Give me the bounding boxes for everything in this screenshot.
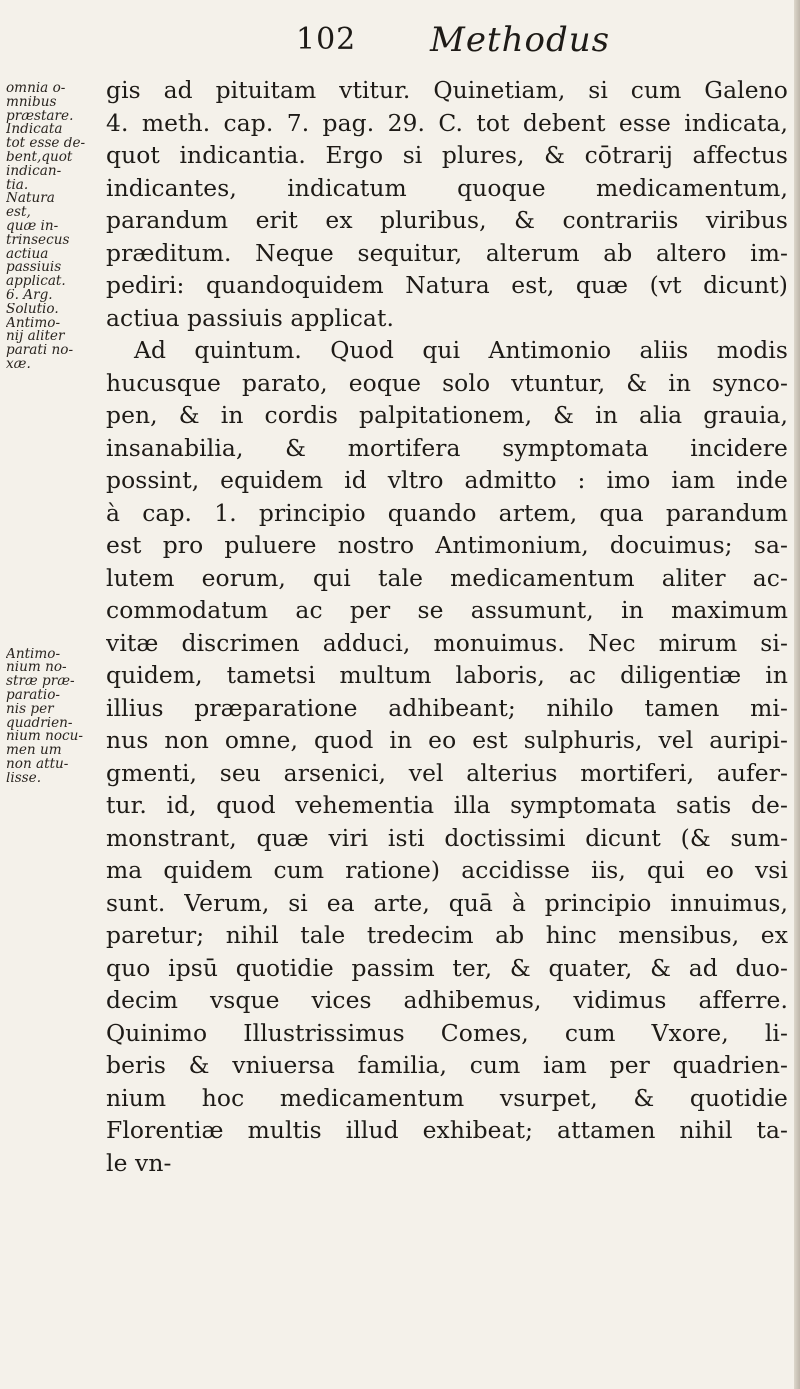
body-line: nium hoc medicamentum vsurpet, & quotidie [106, 1083, 788, 1112]
body-line: à cap. 1. principio quando artem, qua parandum [106, 498, 788, 527]
body-line: Ad quintum. Quod qui Antimonio aliis modis [134, 336, 788, 364]
body-line: decim vsque vices adhibemus, vidimus afferre. [106, 986, 788, 1014]
margin-note-line: Natura [6, 192, 55, 207]
margin-note-line [6, 510, 96, 524]
body-line: lutem eorum, qui tale medicamentum aliter ac- [106, 563, 788, 592]
body-line: pen, & in cordis palpitationem, & in alia grauia, [106, 401, 788, 429]
body-line: possint, equidem id vltro admitto : imo iam inde [106, 466, 788, 494]
margin-note-line [6, 386, 96, 400]
margin-note-line [6, 579, 96, 593]
body-line: illius præparatione adhibeant; nihilo tamen mi- [106, 693, 788, 722]
margin-note-line: trinsecus [6, 233, 70, 248]
body-line: Quinimo Illustrissimus Comes, cum Vxore, li- [106, 1018, 788, 1047]
margin-note-line: Antimo- [6, 647, 61, 662]
margin-note-line: stræ præ- [6, 675, 75, 690]
margin-note-line: men um [6, 744, 62, 759]
margin-note-line: indican- [6, 164, 62, 179]
body-line: gis ad pituitam vtitur. Quinetiam, si cum Galeno [106, 76, 788, 104]
body-line: monstrant, quæ viri isti doctissimi dicunt (& sum- [106, 823, 788, 852]
margin-note-line [6, 455, 96, 469]
body-line: indicantes, indicatum quoque medicamentum, [106, 173, 788, 202]
margin-note-line [6, 468, 96, 482]
body-line: quo ipsū quotidie passim ter, & quater, & ad duo- [106, 953, 788, 982]
body-line: pediri: quandoquidem Natura est, quæ (vt dicunt) [106, 271, 788, 299]
body-text [106, 74, 788, 1179]
body-line: insanabilia, & mortifera symptomata incidere [106, 433, 788, 462]
margin-note-line: actiua [6, 247, 49, 262]
body-line: ma quidem cum ratione) accidisse iis, qui eo vsi [106, 856, 788, 884]
body-line: 4. meth. cap. 7. pag. 29. C. tot debent esse indicata, [106, 108, 788, 137]
margin-note-line [6, 565, 96, 579]
page-edge [794, 0, 800, 1389]
body-line: parandum erit ex pluribus, & contrariis viribus [106, 206, 788, 234]
body-line: sunt. Verum, si ea arte, quā à principio innuimus, [106, 888, 788, 917]
margin-note-line [6, 551, 96, 565]
margin-note-line: tia. [6, 178, 29, 193]
body-line: Florentiæ multis illud exhibeat; attamen nihil ta- [106, 1116, 788, 1144]
margin-note-line [6, 606, 96, 620]
margin-note-line: lisse. [6, 771, 42, 786]
margin-note-line: quæ in- [6, 219, 59, 234]
margin-note-line [6, 496, 96, 510]
margin-note-line [6, 372, 96, 386]
margin-note-line: 6. Arg. [6, 288, 53, 303]
margin-note-line: nis per [6, 702, 54, 717]
page-number: 102 [296, 22, 357, 57]
margin-note-line: nium nocu- [6, 730, 83, 745]
margin-note-line: non attu- [6, 758, 69, 772]
margin-note-line [6, 427, 96, 441]
margin-note-line [6, 441, 96, 455]
margin-note-line: parati no- [6, 344, 74, 358]
margin-note-line: Antimo- [6, 316, 61, 331]
margin-note-line [6, 413, 96, 427]
margin-note-line [6, 634, 96, 648]
body-line: præditum. Neque sequitur, alterum ab altero im- [106, 238, 788, 267]
page-header [0, 12, 800, 72]
margin-note-line [6, 537, 96, 551]
body-line: vitæ discrimen adduci, monuimus. Nec mirum si- [106, 628, 788, 657]
margin-note-line: præstare. [6, 109, 74, 124]
margin-note-line: paratio- [6, 689, 60, 703]
margin-note-line [6, 620, 96, 634]
margin-note-line: est, [6, 206, 31, 220]
margin-note-line [6, 399, 96, 413]
margin-notes [6, 82, 96, 786]
body-line: commodatum ac per se assumunt, in maximum [106, 596, 788, 624]
body-line: hucusque parato, eoque solo vtuntur, & in synco- [106, 368, 788, 397]
margin-note-line: nij aliter [6, 330, 65, 345]
body-line: gmenti, seu arsenici, vel alterius mortiferi, aufer- [106, 758, 788, 787]
margin-note-line: quadrien- [6, 716, 73, 731]
body-line: le vn- [106, 1148, 172, 1177]
body-line: est pro puluere nostro Antimonium, docuimus; sa- [106, 531, 788, 559]
margin-note-line: Indicata [6, 123, 63, 138]
body-line: quidem, tametsi multum laboris, ac diligentiæ in [106, 661, 788, 689]
margin-note-line [6, 592, 96, 606]
body-line: paretur; nihil tale tredecim ab hinc mensibus, ex [106, 921, 788, 949]
margin-note-line: xæ. [6, 357, 31, 372]
margin-note-line [6, 524, 96, 538]
margin-note-line: nium no- [6, 661, 67, 676]
body-line: actiua passiuis applicat. [106, 303, 394, 332]
margin-note-line: applicat. [6, 275, 66, 289]
margin-note-line: mnibus [6, 95, 57, 110]
body-line: beris & vniuersa familia, cum iam per quadrien- [106, 1051, 788, 1079]
margin-note-line: tot esse de- [6, 137, 86, 151]
margin-note-line: passiuis [6, 261, 62, 276]
body-line: quot indicantia. Ergo si plures, & cōtrarij affectus [106, 141, 788, 169]
margin-note-line: bent,quot [6, 150, 73, 165]
margin-note-line: Solutio. [6, 302, 59, 317]
margin-note-line [6, 482, 96, 496]
body-line: tur. id, quod vehementia illa symptomata satis de- [106, 791, 788, 819]
running-title: Methodus [430, 20, 611, 60]
margin-note-line: omnia o- [6, 82, 66, 96]
body-line: nus non omne, quod in eo est sulphuris, vel auripi- [106, 726, 788, 754]
